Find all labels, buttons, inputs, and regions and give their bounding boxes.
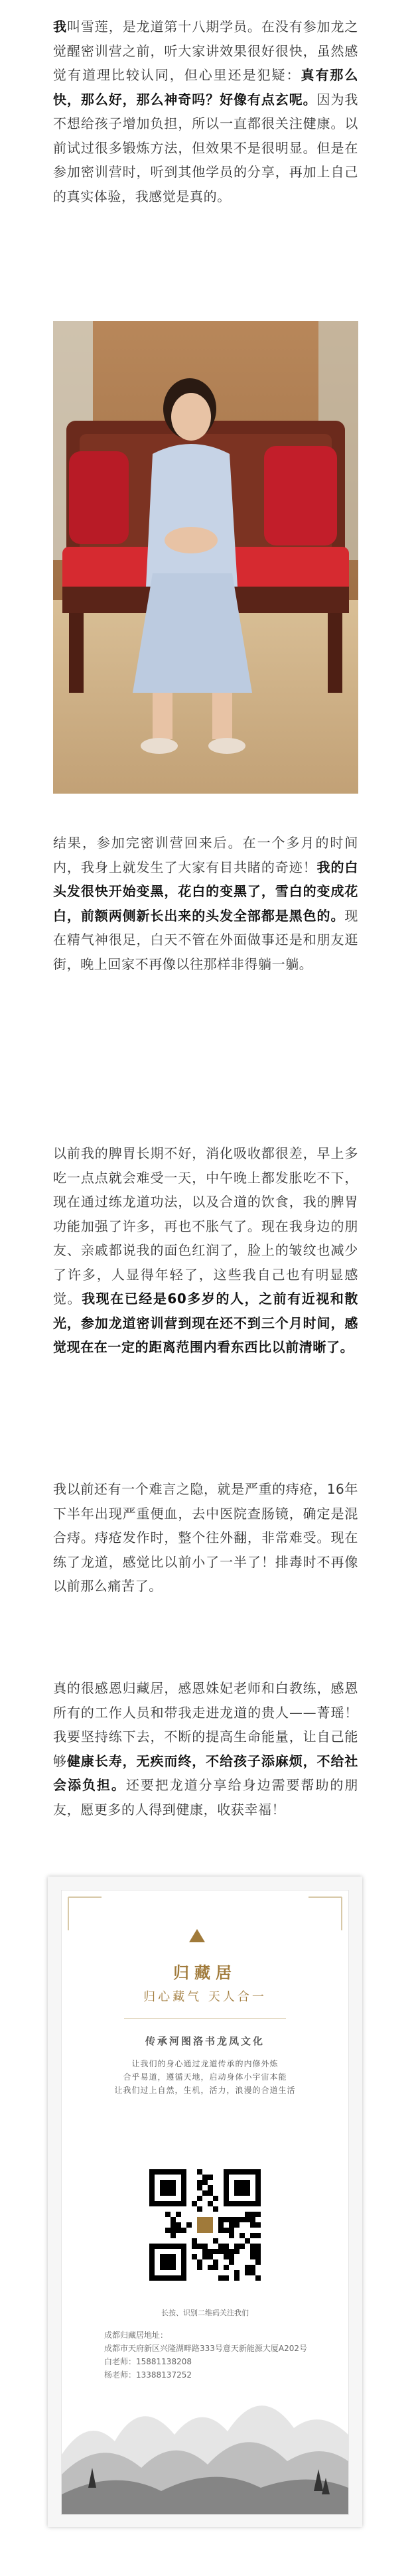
brand-subtitle: 传承河图洛书龙凤文化 [145, 2035, 265, 2047]
text-run: 健康长寿，无疾而终，不给孩子添麻烦，不给社会添负担。 [53, 1753, 358, 1793]
text-run: 结果，参加完密训营回来后。在一个多月的时间内，我身上就发生了大家有目共睹的奇迹！ [53, 835, 358, 875]
phone-bai: 白老师：15881138208 [104, 2357, 192, 2366]
paragraph-results [53, 831, 358, 976]
brand-line-1: 让我们的身心通过龙道传承的内修外炼 [131, 2059, 279, 2068]
text-run: 真有那么快，那么好，那么神奇吗？好像有点玄呢。 [53, 67, 358, 107]
portrait-photo [53, 321, 358, 794]
brand-name: 归藏居 [173, 1963, 237, 1982]
brand-line-3: 让我们过上自然，生机，活力，浪漫的合道生活 [114, 2086, 296, 2095]
text-run: 我 [53, 19, 67, 35]
phone-yang: 杨老师：13388137252 [104, 2370, 192, 2380]
brand-slogan: 归心藏气 天人合一 [143, 1990, 267, 2004]
qr-code[interactable] [149, 2169, 261, 2281]
text-run: 现在精气神很足，白天不管在外面做事还是和朋友逛街，晚上回家不再像以往那样非得躺一躺。 [53, 907, 358, 972]
paragraph-gratitude [53, 1676, 358, 1822]
paragraph-intro [53, 15, 358, 208]
portrait-illustration [53, 321, 358, 794]
text-run: 以前我的脾胃长期不好，消化吸收都很差，早上多吃一点点就会难受一天，中午晚上都发胀吃不下，现在通过练龙道功法，以及合道的饮食，我的脾胃功能加强了许多，再也不胀气了。现在我身边的朋友、亲戚都说我的面色红润了，脸上的皱纹也减少了许多，人显得年轻了，这些我自己也有明显感觉。 [53, 1145, 358, 1307]
qr-caption: 长按、识别二维码关注我们 [161, 2309, 249, 2317]
text-run: 我以前还有一个难言之隐，就是严重的痔疮，16年下半年出现严重便血，去中医院查肠镜，确定是混合痔。痔疮发作时，整个往外翻，非常难受。现在练了龙道，感觉比以前小了一半了！排毒时不再像以前那么痛苦了。 [53, 1481, 358, 1594]
text-run: 还要把龙道分享给身边需要帮助的朋友，愿更多的人得到健康，收获幸福！ [53, 1777, 359, 1818]
address: 成都市天府新区兴隆湖畔路333号意天新能源大厦A202号 [104, 2344, 308, 2353]
promo-poster [61, 1890, 349, 2515]
contact-title: 成都归藏居地址： [104, 2330, 169, 2340]
paragraph-digestion [53, 1141, 358, 1360]
text-run: 真的很感恩归藏居，感恩姝妃老师和白教练，感恩所有的工作人员和带我走进龙道的贵人——菁瑶！我要坚持练下去，不断的提高生命能量，让自己能够 [53, 1680, 358, 1769]
promo-poster-card [48, 1877, 362, 2527]
text-run: 因为我不想给孩子增加负担，所以一直都很关注健康。以前试过很多锻炼方法，但效果不是很明显。但是在参加密训营时，听到其他学员的分享，再加上自己的真实体验，我感觉是真的。 [53, 91, 358, 204]
brand-line-2: 合乎易道，遵循天地，启动身体小宇宙本能 [123, 2072, 287, 2082]
text-run: 我的白头发很快开始变黑，花白的变黑了，雪白的变成花白，前额两侧新长出来的头发全部都是黑色的。 [53, 859, 358, 924]
logo-mark-icon [189, 1929, 205, 1942]
divider [124, 2018, 286, 2019]
text-run: 叫雪莲，是龙道第十八期学员。在没有参加龙之觉醒密训营之前，听大家讲效果很好很快，虽然感觉有道理比较认同，但心里还是犯疑： [53, 19, 358, 83]
paragraph-hemorrhoids [53, 1477, 358, 1599]
text-run: 我现在已经是60多岁的人，之前有近视和散光，参加龙道密训营到现在还不到三个月时间，感觉现在在一定的距离范围内看东西比以前清晰了。 [53, 1291, 358, 1355]
